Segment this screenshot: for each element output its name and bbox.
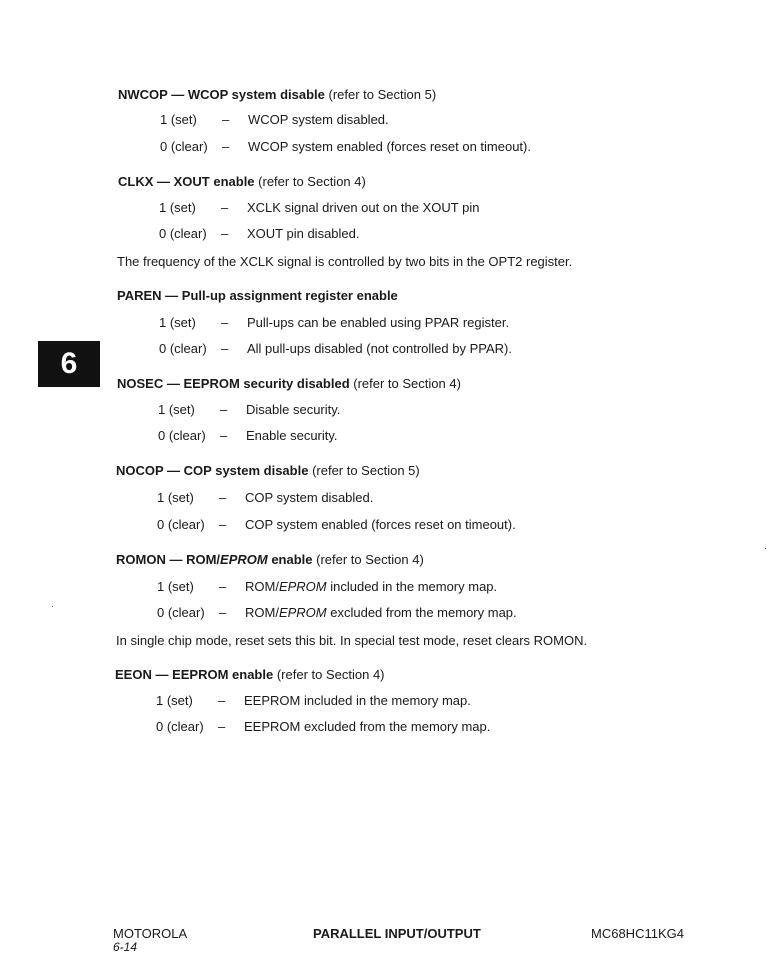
bit-value: 1 (set) (156, 693, 193, 708)
section-reference: (refer to Section 5) (312, 463, 420, 478)
section-reference: (refer to Section 4) (258, 174, 366, 189)
bit-name: NWCOP (118, 87, 168, 102)
bit-value: 0 (clear) (160, 139, 208, 154)
bit-description: XOUT pin disabled. (247, 226, 360, 241)
section-reference: (refer to Section 4) (353, 376, 461, 391)
dash: – (221, 200, 229, 215)
bit-description: COP system disabled. (245, 490, 374, 505)
bit-description: EEPROM excluded from the memory map. (244, 719, 491, 734)
scan-speck (765, 548, 766, 549)
bit-value: 0 (clear) (157, 605, 205, 620)
dash: – (218, 719, 226, 734)
bit-title: WCOP system disable (187, 87, 325, 102)
bit-description: XCLK signal driven out on the XOUT pin (247, 200, 480, 215)
note-text: The frequency of the XCLK signal is controlled by two bits in the OPT2 register. (117, 254, 573, 269)
dash: – (222, 139, 230, 154)
bit-value: 0 (clear) (159, 341, 207, 356)
footer-left (113, 926, 187, 954)
bit-heading-nocop: NOCOP — COP system disable (refer to Section 5) (116, 463, 420, 478)
bit-heading-eeon: EEON — EEPROM enable (refer to Section 4) (115, 667, 385, 682)
footer-company: MOTOROLA (113, 926, 188, 941)
bit-value: 0 (clear) (156, 719, 204, 734)
bit-title: XOUT enable (173, 174, 255, 189)
dash: – (220, 402, 228, 417)
note-text: In single chip mode, reset sets this bit. In special test mode, reset clears ROMON. (116, 633, 588, 648)
bit-heading-paren: PAREN — Pull-up assignment register enable (117, 288, 398, 303)
dash: – (221, 341, 229, 356)
bit-description: ROM/EPROM excluded from the memory map. (245, 605, 517, 620)
dash: – (221, 226, 229, 241)
footer-chapter-title: PARALLEL INPUT/OUTPUT (313, 926, 481, 941)
bit-title: COP system disable (183, 463, 309, 478)
bit-name: CLKX (118, 174, 154, 189)
bit-heading-romon: ROMON — ROM/EPROM enable (refer to Section 4) (116, 552, 424, 567)
bit-name: EEON (115, 667, 152, 682)
bit-value: 1 (set) (158, 402, 195, 417)
footer-document-id: MC68HC11KG4 (591, 926, 684, 941)
dash: – (218, 693, 226, 708)
bit-title: ROM/EPROM enable (186, 552, 313, 567)
chapter-tab: 6 (38, 341, 100, 387)
dash: – (219, 490, 227, 505)
bit-description: WCOP system disabled. (248, 112, 389, 127)
bit-heading-nwcop: NWCOP — WCOP system disable (refer to Section 5) (118, 87, 437, 102)
bit-title: EEPROM security disabled (183, 376, 350, 391)
bit-value: 1 (set) (157, 579, 194, 594)
bit-title: Pull-up assignment register enable (181, 288, 398, 303)
bit-description: All pull-ups disabled (not controlled by PPAR). (247, 341, 512, 356)
dash: – (219, 579, 227, 594)
dash: – (220, 428, 228, 443)
bit-description: EEPROM included in the memory map. (244, 693, 471, 708)
bit-description: ROM/EPROM included in the memory map. (245, 579, 498, 594)
bit-description: WCOP system enabled (forces reset on timeout). (248, 139, 531, 154)
bit-value: 1 (set) (157, 490, 194, 505)
page-number: 6-14 (113, 940, 138, 954)
bit-name: NOSEC (117, 376, 164, 391)
bit-description: Disable security. (246, 402, 341, 417)
bit-name: PAREN (117, 288, 162, 303)
bit-name: ROMON (116, 552, 166, 567)
bit-description: Enable security. (246, 428, 338, 443)
bit-value: 1 (set) (159, 200, 196, 215)
dash: – (221, 315, 229, 330)
bit-title: EEPROM enable (172, 667, 274, 682)
section-reference: (refer to Section 4) (276, 667, 385, 682)
bit-value: 0 (clear) (157, 517, 205, 532)
bit-value: 1 (set) (160, 112, 197, 127)
section-reference: (refer to Section 5) (328, 87, 437, 102)
bit-value: 0 (clear) (159, 226, 207, 241)
bit-value: 0 (clear) (158, 428, 206, 443)
bit-name: NOCOP (116, 463, 164, 478)
bit-heading-nosec: NOSEC — EEPROM security disabled (refer to Section 4) (117, 376, 461, 391)
dash: – (222, 112, 230, 127)
bit-heading-clkx: CLKX — XOUT enable (refer to Section 4) (118, 174, 366, 189)
bit-description: Pull-ups can be enabled using PPAR register. (247, 315, 510, 330)
section-reference: (refer to Section 4) (316, 552, 424, 567)
bit-value: 1 (set) (159, 315, 196, 330)
dash: – (219, 517, 227, 532)
scan-speck (52, 606, 53, 607)
dash: – (219, 605, 227, 620)
bit-description: COP system enabled (forces reset on timeout). (245, 517, 516, 532)
